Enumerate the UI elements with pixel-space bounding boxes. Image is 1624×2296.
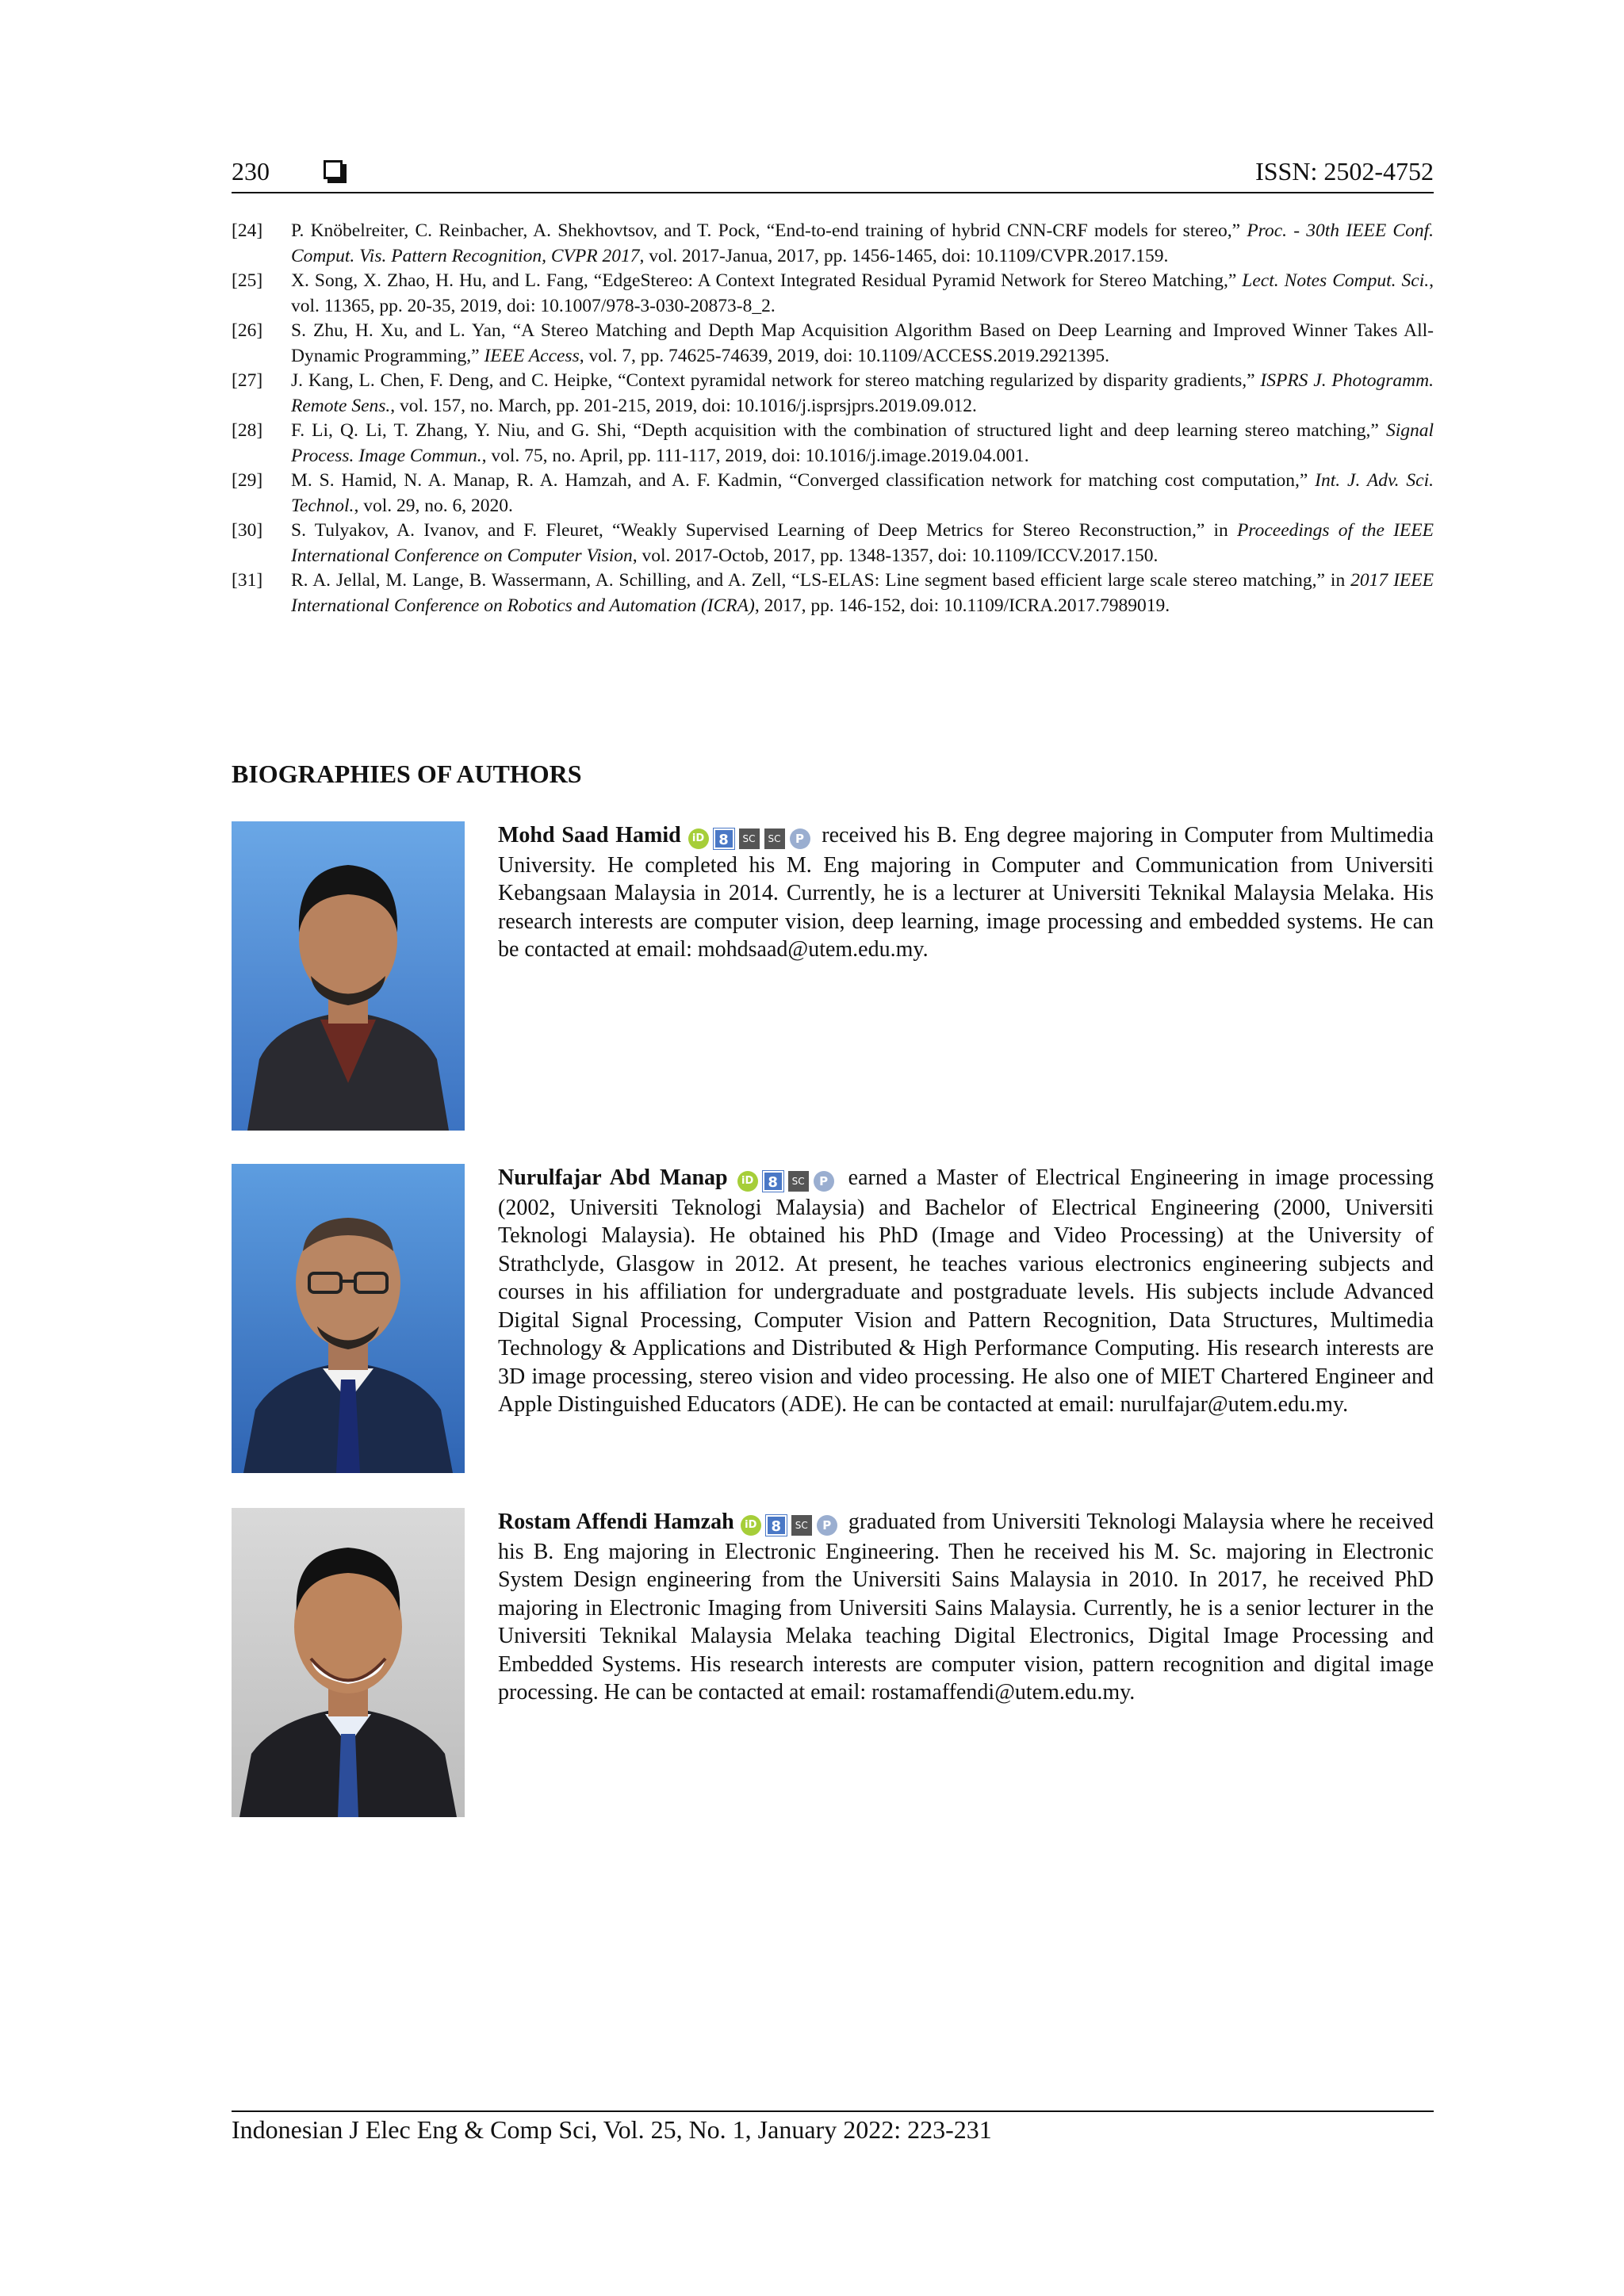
author-name: Mohd Saad Hamid bbox=[498, 823, 681, 848]
author-name: Rostam Affendi Hamzah bbox=[498, 1510, 734, 1534]
orcid-icon[interactable]: iD bbox=[737, 1171, 758, 1192]
reference-venue: Lect. Notes Comput. Sci. bbox=[1242, 270, 1430, 291]
reference-item bbox=[232, 519, 1434, 568]
reference-item bbox=[232, 419, 1434, 469]
reference-number: [29] bbox=[232, 470, 263, 491]
reference-venue: IEEE Access bbox=[484, 345, 580, 366]
reference-number: [24] bbox=[232, 220, 263, 241]
reference-number: [31] bbox=[232, 570, 263, 591]
header-divider bbox=[232, 192, 1434, 193]
reference-text: S. Tulyakov, A. Ivanov, and F. Fleuret, “Weakly Supervised Learning of Deep Metrics for Stereo Reconstruction,” in Proceedings of the IEEE International Conference on Computer Vision, vol. 2017-Octob, 2017, pp. 1348-1357, doi: 10.1109/ICCV.2017.150. bbox=[291, 520, 1434, 566]
author-bio bbox=[498, 1508, 1434, 1707]
author-profile-links bbox=[688, 823, 815, 851]
author-name: Nurulfajar Abd Manap bbox=[498, 1165, 728, 1190]
reference-text: S. Zhu, H. Xu, and L. Yan, “A Stereo Matching and Depth Map Acquisition Algorithm Based on Deep Learning and Improved Winner Takes All-Dynamic Programming,” IEEE Access, vol. 7, pp. 74625-74639, 2019, doi: 10.1109/ACCESS.2019.2921395. bbox=[291, 320, 1434, 366]
author-photo bbox=[232, 1508, 465, 1817]
reference-venue: Proceedings of the IEEE International Conference on Computer Vision bbox=[291, 520, 1434, 566]
publons-icon[interactable]: P bbox=[817, 1515, 837, 1536]
reference-text: J. Kang, L. Chen, F. Deng, and C. Heipke, “Context pyramidal network for stereo matching regularized by disparity gradients,” ISPRS J. Photogramm. Remote Sens., vol. 157, no. March, pp. 201-215, 2019, doi: 10.1016/j.isprsjprs.2019.09.012. bbox=[291, 370, 1434, 416]
reference-item bbox=[232, 469, 1434, 519]
scopus-icon[interactable]: SC bbox=[791, 1515, 812, 1536]
reference-venue: 2017 IEEE International Conference on Robotics and Automation (ICRA) bbox=[291, 570, 1434, 616]
reference-item bbox=[232, 219, 1434, 269]
issn-label: ISSN: 2502-4752 bbox=[1255, 157, 1434, 186]
reference-venue: Signal Process. Image Commun. bbox=[291, 420, 1434, 466]
checkbox-square-icon bbox=[324, 160, 343, 179]
reference-number: [25] bbox=[232, 270, 263, 291]
google-scholar-icon[interactable]: 8 bbox=[714, 828, 734, 849]
author-bio-text: graduated from Universiti Teknologi Malaysia where he received his B. Eng majoring in Electronic Engineering. Then he received his M. Sc. majoring in Electronic System Design engineering from the Universiti Sains Malaysia in 2010. In 2017, he received PhD majoring in Electronic Imaging from Universiti Sains Malaysia. Currently, he is a senior lecturer in the Universiti Teknikal Malaysia Melaka teaching Digital Electronics, Digital Image Processing and Embedded Systems. His research interests are computer vision, pattern recognition and digital image processing. He can be contacted at email: rostamaffendi@utem.edu.my. bbox=[498, 1510, 1434, 1705]
author-bio bbox=[498, 1164, 1434, 1419]
reference-number: [30] bbox=[232, 520, 263, 541]
author-profile-links bbox=[737, 1165, 839, 1194]
reference-venue: Int. J. Adv. Sci. Technol. bbox=[291, 470, 1434, 516]
google-scholar-icon[interactable]: 8 bbox=[766, 1515, 787, 1536]
author-photo bbox=[232, 821, 465, 1131]
reference-venue: ISPRS J. Photogramm. Remote Sens. bbox=[291, 370, 1434, 416]
reference-number: [27] bbox=[232, 370, 263, 391]
orcid-icon[interactable]: iD bbox=[688, 828, 709, 849]
reference-text: M. S. Hamid, N. A. Manap, R. A. Hamzah, and A. F. Kadmin, “Converged classification network for matching cost computation,” Int. J. Adv. Sci. Technol., vol. 29, no. 6, 2020. bbox=[291, 470, 1434, 516]
author-photo bbox=[232, 1164, 465, 1473]
reference-text: F. Li, Q. Li, T. Zhang, Y. Niu, and G. Shi, “Depth acquisition with the combination of structured light and deep learning stereo matching,” Signal Process. Image Commun., vol. 75, no. April, pp. 111-117, 2019, doi: 10.1016/j.image.2019.04.001. bbox=[291, 420, 1434, 466]
reference-text: R. A. Jellal, M. Lange, B. Wassermann, A. Schilling, and A. Zell, “LS-ELAS: Line segment based efficient large scale stereo matching,” in 2017 IEEE International Conference on Robotics and Automation (ICRA), 2017, pp. 146-152, doi: 10.1109/ICRA.2017.7989019. bbox=[291, 570, 1434, 616]
reference-item bbox=[232, 369, 1434, 419]
page-footer: Indonesian J Elec Eng & Comp Sci, Vol. 25, No. 1, January 2022: 223-231 bbox=[232, 2115, 992, 2144]
google-scholar-icon[interactable]: 8 bbox=[763, 1171, 783, 1192]
page-header bbox=[232, 155, 1434, 195]
scopus-icon[interactable]: SC bbox=[764, 828, 785, 849]
publons-icon[interactable]: P bbox=[790, 828, 810, 849]
reference-number: [28] bbox=[232, 420, 263, 441]
reference-text: X. Song, X. Zhao, H. Hu, and L. Fang, “EdgeStereo: A Context Integrated Residual Pyramid Network for Stereo Matching,” Lect. Notes Comput. Sci., vol. 11365, pp. 20-35, 2019, doi: 10.1007/978-3-030-20873-8_2. bbox=[291, 270, 1434, 316]
reference-list bbox=[232, 219, 1434, 618]
author-bio-text: received his B. Eng degree majoring in Computer from Multimedia University. He completed his M. Eng majoring in Computer and Communication from Universiti Kebangsaan Malaysia in 2014. Currently, he is a lecturer at Universiti Teknikal Malaysia Melaka. His research interests are computer vision, deep learning, image processing and embedded systems. He can be contacted at email: mohdsaad@utem.edu.my. bbox=[498, 823, 1434, 962]
page-number: 230 bbox=[232, 157, 270, 186]
reference-number: [26] bbox=[232, 320, 263, 341]
reference-item bbox=[232, 568, 1434, 618]
reference-text: P. Knöbelreiter, C. Reinbacher, A. Shekhovtsov, and T. Pock, “End-to-end training of hybrid CNN-CRF models for stereo,” Proc. - 30th IEEE Conf. Comput. Vis. Pattern Recognition, CVPR 2017, vol. 2017-Janua, 2017, pp. 1456-1465, doi: 10.1109/CVPR.2017.159. bbox=[291, 220, 1434, 266]
scopus-icon[interactable]: SC bbox=[739, 828, 760, 849]
reference-item bbox=[232, 269, 1434, 319]
section-title: BIOGRAPHIES OF AUTHORS bbox=[232, 760, 582, 788]
scopus-icon[interactable]: SC bbox=[788, 1171, 809, 1192]
author-bio bbox=[498, 821, 1434, 964]
author-profile-links bbox=[741, 1510, 842, 1538]
reference-venue: Proc. - 30th IEEE Conf. Comput. Vis. Pattern Recognition, CVPR 2017 bbox=[291, 220, 1434, 266]
orcid-icon[interactable]: iD bbox=[741, 1515, 761, 1536]
author-bio-text: earned a Master of Electrical Engineering in image processing (2002, Universiti Teknologi Malaysia) and Bachelor of Electrical Engineering (2000, Universiti Teknologi Malaysia). He obtained his PhD (Image and Video Processing) at the University of Strathclyde, Glasgow in 2012. At present, he teaches various electronics engineering subjects and courses in his affiliation for undergraduate and postgraduate levels. His subjects include Advanced Digital Signal Processing, Computer Vision and Pattern Recognition, Data Structures, Multimedia Technology & Applications and Distributed & High Performance Computing. His research interests are 3D image processing, stereo vision and video processing. He also one of MIET Chartered Engineer and Apple Distinguished Educators (ADE). He can be contacted at email: nurulfajar@utem.edu.my. bbox=[498, 1165, 1434, 1417]
publons-icon[interactable]: P bbox=[814, 1171, 834, 1192]
reference-item bbox=[232, 319, 1434, 369]
